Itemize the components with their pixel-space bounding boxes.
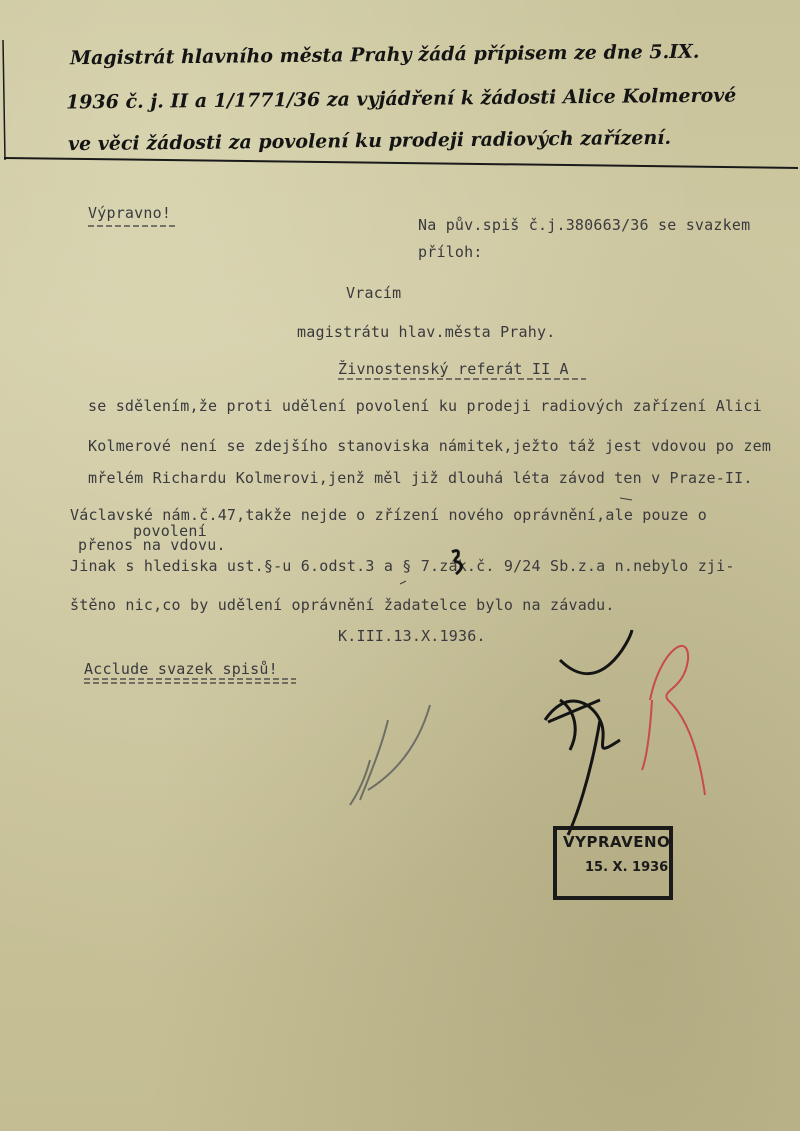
- reference-line-1: Na pův.spiš č.j.380663/36 se svazkem: [418, 216, 751, 234]
- handwritten-line-2: 1936 č. j. II a 1/1771/36 za vyjádření k žádosti Alice Kolmerové: [65, 84, 737, 114]
- addressee: magistrátu hlav.města Prahy.: [297, 323, 556, 341]
- document-date: K.III.13.X.1936.: [338, 627, 486, 645]
- body-insert: povolení: [133, 522, 207, 540]
- body-line-3: mřelém Richardu Kolmerovi,jenž měl již dlouhá léta závod ten v Praze-II.: [88, 469, 753, 487]
- handwritten-numeral: [452, 551, 462, 574]
- left-edge-line: [3, 40, 5, 160]
- minor-marks: [400, 498, 632, 584]
- handwritten-line-1: Magistrát hlavního města Prahy žádá přípisem ze dne 5.IX.: [69, 40, 700, 70]
- handwritten-line-3: ve věci žádosti za povolení ku prodeji radiových zařízení.: [67, 126, 672, 156]
- department: Živnostenský referát II A: [338, 360, 569, 378]
- stamp-label: VYPRAVENO: [563, 833, 671, 851]
- header-separator-line: [4, 158, 798, 168]
- expedition-note: Výpravno!: [88, 204, 172, 222]
- return-word: Vracím: [346, 284, 402, 302]
- stamp-date: 15. X. 1936: [585, 860, 669, 875]
- body-line-5: přenos na vdovu.: [78, 536, 226, 554]
- red-pencil-mark: [642, 646, 705, 795]
- body-line-1: se sdělením,že proti udělení povolení ku prodeji radiových zařízení Alici: [88, 397, 762, 415]
- body-line-4: Václavské nám.č.47,takže nejde o zřízení nového oprávnění,ale pouze o: [70, 506, 707, 524]
- reference-line-2: příloh:: [418, 243, 483, 261]
- body-line-6: Jinak s hlediska ust.§-u 6.odst.3 a § 7.zák.č. 9/24 Sb.z.a n.nebylo zji-: [70, 557, 735, 575]
- pencil-signature: [350, 705, 430, 805]
- body-line-7: štěno nic,co by udělení oprávnění žadatelce bylo na závadu.: [70, 596, 615, 614]
- vypraveno-stamp: [553, 826, 673, 900]
- body-line-2: Kolmerové není se zdejšího stanoviska námitek,ježto táž jest vdovou po zem: [88, 437, 772, 455]
- ink-signature: [545, 630, 632, 835]
- enclosure-note: Acclude svazek spisů!: [84, 660, 278, 678]
